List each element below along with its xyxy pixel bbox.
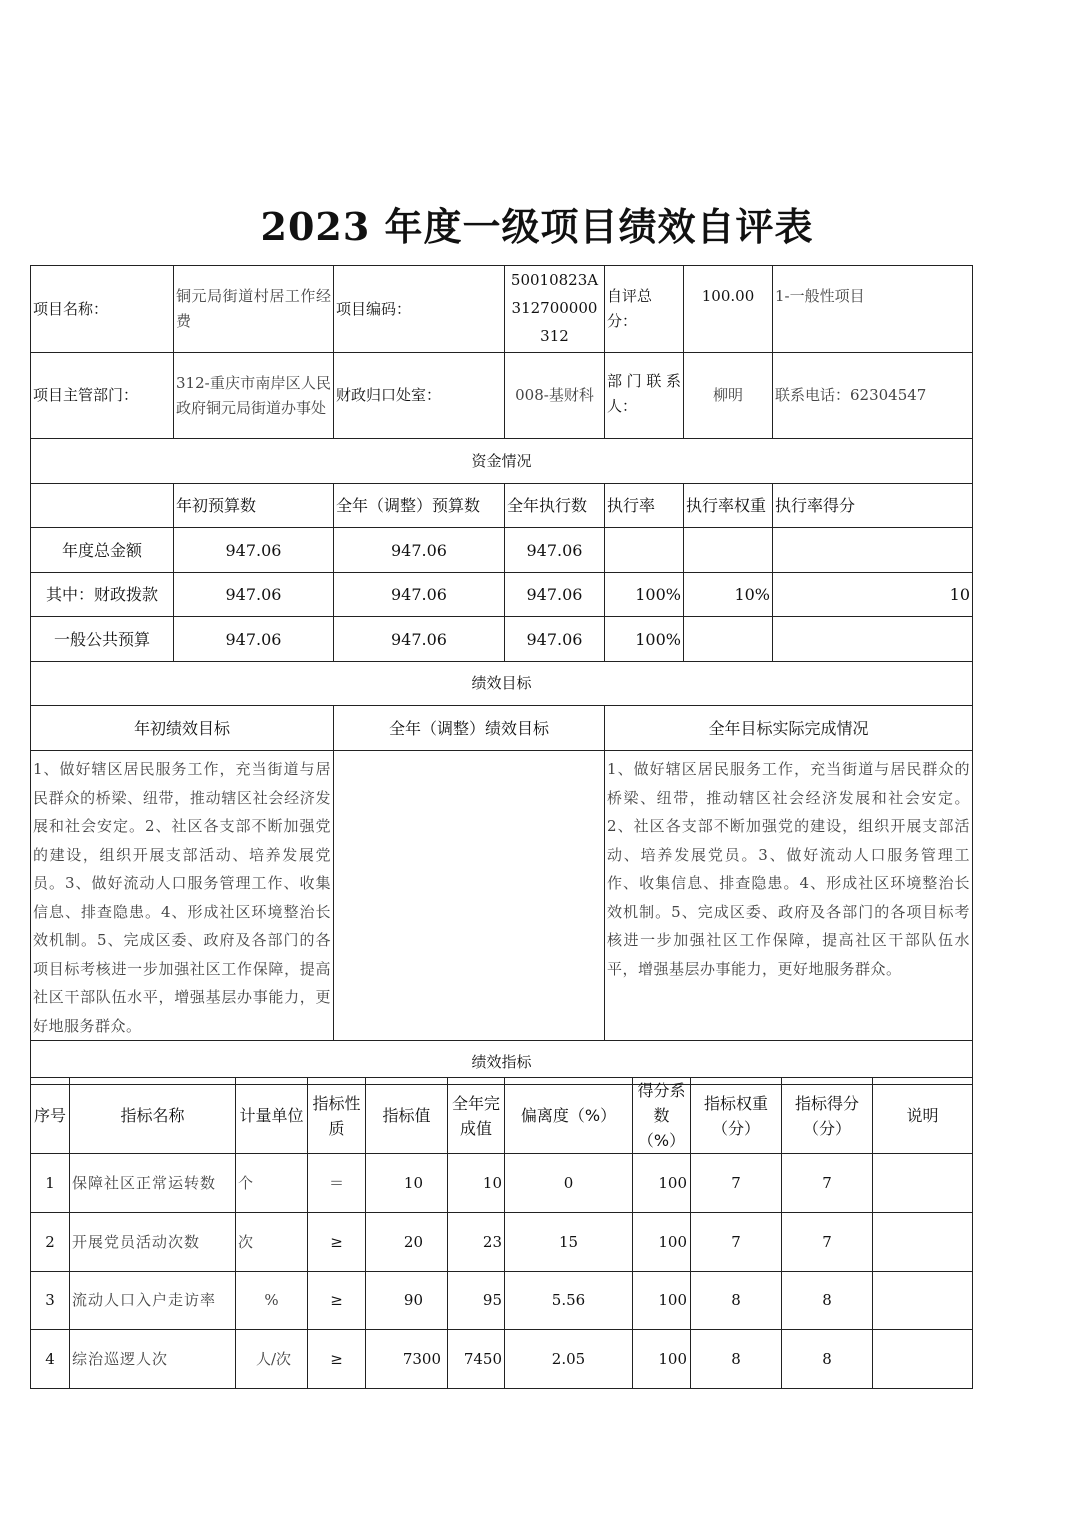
cell-coef: 100 <box>633 1213 691 1272</box>
funds-weight <box>684 528 773 573</box>
funds-row <box>31 528 973 573</box>
funds-score: 10 <box>773 573 973 617</box>
funds-weight: 10% <box>684 573 773 617</box>
table-row <box>31 1272 973 1330</box>
cell-nature: ＝ <box>308 1154 366 1213</box>
funds-executed: 947.06 <box>505 573 605 617</box>
project-name-value: 铜元局街道村居工作经费 <box>174 266 334 353</box>
cell-score: 8 <box>782 1330 873 1389</box>
indicators-table <box>30 1077 973 1389</box>
funds-initial: 947.06 <box>174 617 334 662</box>
cell-name: 流动人口入户走访率 <box>70 1272 236 1330</box>
cell-weight: 7 <box>691 1154 782 1213</box>
header-deviation: 偏离度（%） <box>505 1078 633 1154</box>
goals-actual-header: 全年目标实际完成情况 <box>605 706 973 751</box>
cell-nature: ≥ <box>308 1213 366 1272</box>
cell-no: 1 <box>31 1154 70 1213</box>
funds-row-label: 其中：财政拨款 <box>31 573 174 617</box>
funds-row <box>31 617 973 662</box>
cell-note <box>873 1330 973 1389</box>
cell-deviation: 0 <box>505 1154 633 1213</box>
project-name-label: 项目名称： <box>31 266 174 353</box>
funds-section-title: 资金情况 <box>31 439 973 484</box>
table-row <box>31 1330 973 1389</box>
funds-row <box>31 573 973 617</box>
goals-section-row <box>31 662 973 706</box>
table-row <box>31 1213 973 1272</box>
cell-note <box>873 1154 973 1213</box>
goals-adjusted-text <box>334 751 605 1041</box>
self-score-value: 100.00 <box>684 266 773 353</box>
cell-coef: 100 <box>633 1330 691 1389</box>
cell-note <box>873 1213 973 1272</box>
header-weight: 指标权重（分） <box>691 1078 782 1154</box>
funds-rate: 100% <box>605 617 684 662</box>
funds-executed: 947.06 <box>505 528 605 573</box>
cell-weight: 8 <box>691 1272 782 1330</box>
self-score-label: 自评总分： <box>605 266 684 353</box>
cell-unit: 个 <box>236 1154 308 1213</box>
cell-unit: % <box>236 1272 308 1330</box>
funds-header-executed: 全年执行数 <box>505 484 605 528</box>
cell-note <box>873 1272 973 1330</box>
goals-adjusted-header: 全年（调整）绩效目标 <box>334 706 605 751</box>
cell-target: 10 <box>366 1154 448 1213</box>
funds-adjusted: 947.06 <box>334 617 505 662</box>
funds-adjusted: 947.06 <box>334 573 505 617</box>
funds-header-rate: 执行率 <box>605 484 684 528</box>
dept-label: 项目主管部门： <box>31 353 174 439</box>
cell-target: 90 <box>366 1272 448 1330</box>
header-name: 指标名称 <box>70 1078 236 1154</box>
cell-deviation: 2.05 <box>505 1330 633 1389</box>
cell-actual: 7450 <box>448 1330 505 1389</box>
cell-no: 3 <box>31 1272 70 1330</box>
project-code-value: 50010823A312700000312 <box>505 266 605 353</box>
cell-weight: 8 <box>691 1330 782 1389</box>
goals-header-row <box>31 706 973 751</box>
funds-row-label: 一般公共预算 <box>31 617 174 662</box>
goals-initial-text: 1、做好辖区居民服务工作，充当街道与居民群众的桥梁、纽带，推动辖区社会经济发展和社会安定。2、社区各支部不断加强党的建设，组织开展支部活动、培养发展党员。3、做好流动人口服务管理工作、收集信息、排查隐患。4、形成社区环境整治长效机制。5、完成区委、政府及各部门的各项目标考核进一步加强社区工作保障，提高社区干部队伍水平，增强基层办事能力，更好地服务群众。 <box>31 751 334 1041</box>
header-actual: 全年完成值 <box>448 1078 505 1154</box>
phone-value: 联系电话：62304547 <box>773 353 973 439</box>
funds-score <box>773 528 973 573</box>
funds-executed: 947.06 <box>505 617 605 662</box>
contact-value: 柳明 <box>684 353 773 439</box>
cell-coef: 100 <box>633 1154 691 1213</box>
indicators-section-title: 绩效指标 <box>31 1041 973 1085</box>
cell-name: 综治巡逻人次 <box>70 1330 236 1389</box>
indicators-header-row <box>31 1078 973 1154</box>
finance-office-label: 财政归口处室： <box>334 353 505 439</box>
cell-score: 8 <box>782 1272 873 1330</box>
funds-header-adjusted: 全年（调整）预算数 <box>334 484 505 528</box>
goals-content-row <box>31 751 973 1041</box>
project-type-value: 1-一般性项目 <box>773 266 973 353</box>
cell-score: 7 <box>782 1213 873 1272</box>
header-note: 说明 <box>873 1078 973 1154</box>
goals-section-title: 绩效目标 <box>31 662 973 706</box>
table-row <box>31 1154 973 1213</box>
header-score: 指标得分（分） <box>782 1078 873 1154</box>
cell-actual: 23 <box>448 1213 505 1272</box>
funds-rate <box>605 528 684 573</box>
dept-value: 312-重庆市南岸区人民政府铜元局街道办事处 <box>174 353 334 439</box>
cell-actual: 10 <box>448 1154 505 1213</box>
funds-initial: 947.06 <box>174 528 334 573</box>
header-unit: 计量单位 <box>236 1078 308 1154</box>
project-code-label: 项目编码： <box>334 266 505 353</box>
cell-nature: ≥ <box>308 1272 366 1330</box>
cell-name: 保障社区正常运转数 <box>70 1154 236 1213</box>
info-row-1 <box>31 266 973 353</box>
cell-deviation: 5.56 <box>505 1272 633 1330</box>
info-row-2 <box>31 353 973 439</box>
cell-coef: 100 <box>633 1272 691 1330</box>
cell-nature: ≥ <box>308 1330 366 1389</box>
cell-unit: 次 <box>236 1213 308 1272</box>
cell-name: 开展党员活动次数 <box>70 1213 236 1272</box>
cell-target: 7300 <box>366 1330 448 1389</box>
header-nature: 指标性质 <box>308 1078 366 1154</box>
funds-section-row <box>31 439 973 484</box>
finance-office-value: 008-基财科 <box>505 353 605 439</box>
contact-label: 部门联系人： <box>605 353 684 439</box>
funds-header-score: 执行率得分 <box>773 484 973 528</box>
cell-no: 4 <box>31 1330 70 1389</box>
header-no: 序号 <box>31 1078 70 1154</box>
cell-unit: 人/次 <box>236 1330 308 1389</box>
funds-initial: 947.06 <box>174 573 334 617</box>
cell-no: 2 <box>31 1213 70 1272</box>
funds-header-weight: 执行率权重 <box>684 484 773 528</box>
cell-actual: 95 <box>448 1272 505 1330</box>
page-title: 2023 年度一级项目绩效自评表 <box>260 204 814 249</box>
funds-header-initial: 年初预算数 <box>174 484 334 528</box>
goals-initial-header: 年初绩效目标 <box>31 706 334 751</box>
cell-weight: 7 <box>691 1213 782 1272</box>
funds-rate: 100% <box>605 573 684 617</box>
summary-table <box>30 265 973 1085</box>
goals-actual-text: 1、做好辖区居民服务工作，充当街道与居民群众的桥梁、纽带，推动辖区社会经济发展和社会安定。2、社区各支部不断加强党的建设，组织开展支部活动、培养发展党员。3、做好流动人口服务管理工作、收集信息、排查隐患。4、形成社区环境整治长效机制。5、完成区委、政府及各部门的各项目标考核进一步加强社区工作保障，提高社区干部队伍水平，增强基层办事能力，更好地服务群众。 <box>605 751 973 1041</box>
funds-weight <box>684 617 773 662</box>
header-coef: 得分系数（%） <box>633 1078 691 1154</box>
cell-target: 20 <box>366 1213 448 1272</box>
funds-score <box>773 617 973 662</box>
funds-row-label: 年度总金额 <box>31 528 174 573</box>
cell-score: 7 <box>782 1154 873 1213</box>
funds-adjusted: 947.06 <box>334 528 505 573</box>
cell-deviation: 15 <box>505 1213 633 1272</box>
header-target: 指标值 <box>366 1078 448 1154</box>
funds-header-row <box>31 484 973 528</box>
